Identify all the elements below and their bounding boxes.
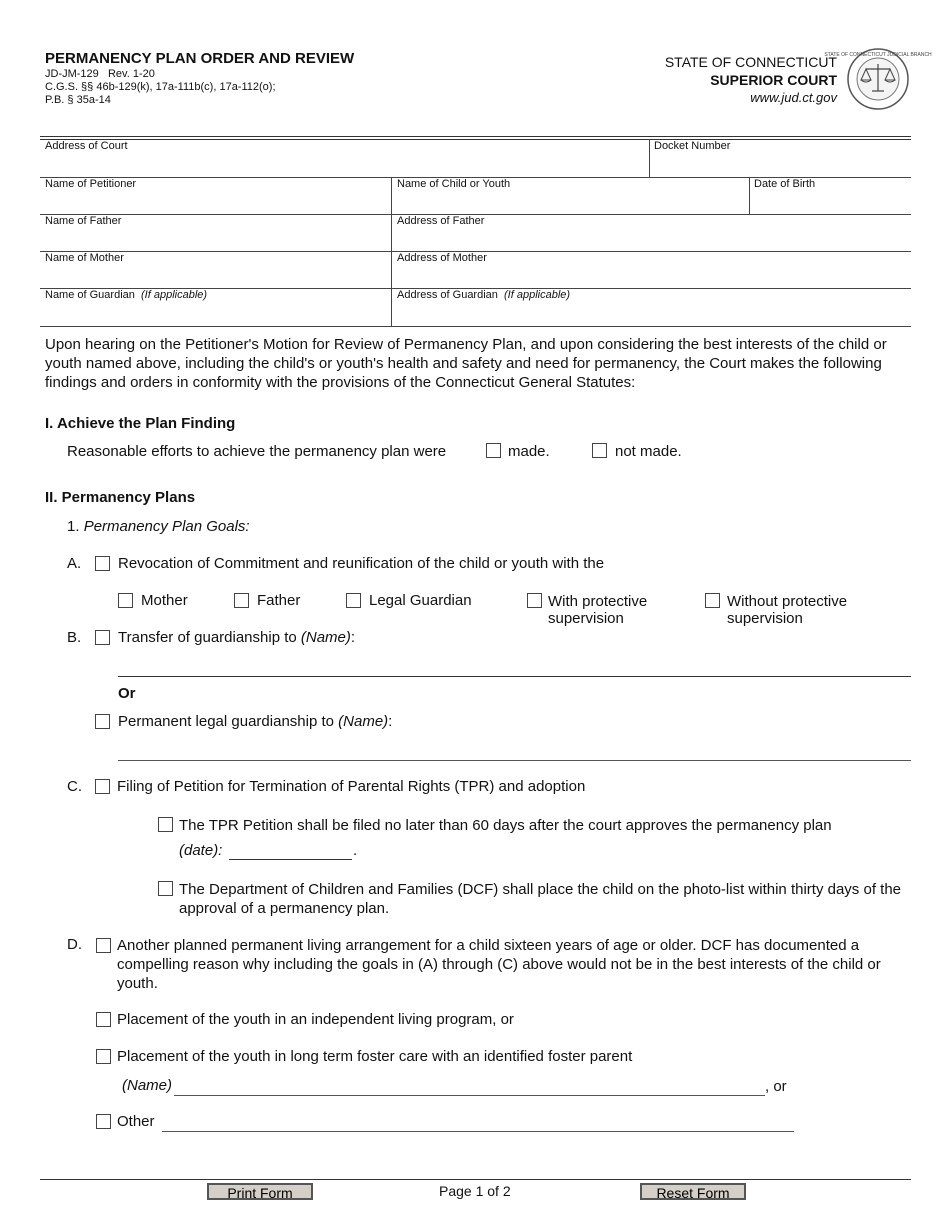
form-id-line	[45, 68, 155, 81]
tpr-petition-text: The TPR Petition shall be filed no later than 60 days after the court approves the permanency plan	[179, 817, 832, 834]
transfer-guardianship-name-input[interactable]	[118, 656, 902, 676]
father-address-label: Address of Father	[397, 215, 485, 227]
practice-book: P.B. § 35a-14	[45, 94, 111, 106]
form-id: JD-JM-129	[45, 68, 99, 80]
tpr-date-label: (date):	[179, 842, 223, 859]
tpr-petition-checkbox[interactable]	[158, 817, 173, 832]
made-label: made.	[508, 443, 550, 460]
guardian-name-if-applicable: (If applicable)	[141, 289, 208, 301]
option-a-letter: A.	[67, 555, 82, 572]
court-name: SUPERIOR COURT	[710, 72, 837, 88]
option-c-letter: C.	[67, 778, 82, 795]
mother-name-label: Name of Mother	[45, 252, 124, 264]
option-a-checkbox[interactable]	[95, 556, 110, 571]
father-name-input[interactable]	[45, 230, 389, 250]
state-name: STATE OF CONNECTICUT	[664, 54, 837, 70]
guardian-name-label	[45, 289, 207, 301]
option-d-text: Another planned permanent living arrangement for a child sixteen years of age or older. DCF has documented a compelling reason why including the goals in (A) through (C) above would not be in the best interests of the child or youth.	[117, 937, 881, 992]
foster-parent-or-suffix: , or	[765, 1078, 787, 1095]
mother-name-input[interactable]	[45, 267, 389, 287]
goals-heading	[67, 517, 250, 536]
judicial-seal-icon	[824, 47, 932, 111]
option-d-checkbox[interactable]	[96, 938, 111, 953]
goals-number: 1.	[67, 518, 80, 535]
father-label: Father	[257, 592, 301, 609]
statutes: C.G.S. §§ 46b-129(k), 17a-111b(c), 17a-112(o);	[45, 81, 276, 93]
section-2-heading: II. Permanency Plans	[45, 489, 196, 506]
website: www.jud.ct.gov	[750, 90, 837, 105]
dcf-photolist-text: The Department of Children and Families (DCF) shall place the child on the photo-list within thirty days of the approval of a permanency plan.	[179, 881, 901, 917]
guardian-address-if-applicable: (If applicable)	[504, 289, 571, 301]
permanent-guardianship-name-input[interactable]	[118, 740, 902, 760]
foster-care-text: Placement of the youth in long term foster care with an identified foster parent	[117, 1048, 633, 1065]
guardian-address-input[interactable]	[397, 304, 906, 324]
form-title: PERMANENCY PLAN ORDER AND REVIEW	[45, 50, 355, 67]
dob-label: Date of Birth	[754, 178, 816, 190]
made-checkbox[interactable]	[486, 443, 501, 458]
foster-care-checkbox[interactable]	[96, 1049, 111, 1064]
with-protective-line-2: supervision	[548, 610, 624, 627]
option-b-name-hint: (Name)	[300, 629, 351, 646]
child-name-label: Name of Child or Youth	[397, 178, 511, 190]
legal-guardian-checkbox[interactable]	[346, 593, 361, 608]
other-checkbox[interactable]	[96, 1114, 111, 1129]
father-checkbox[interactable]	[234, 593, 249, 608]
without-protective-label	[727, 593, 847, 627]
option-a-text: Revocation of Commitment and reunification of the child or youth with the	[118, 555, 605, 572]
seal-lettering: STATE OF CONNECTICUT JUDICIAL BRANCH	[824, 52, 932, 58]
guardian-name-text: Name of Guardian	[45, 289, 135, 301]
without-protective-line-2: supervision	[727, 610, 803, 627]
other-input[interactable]	[163, 1110, 795, 1130]
dob-input[interactable]	[754, 193, 908, 213]
option-b-letter: B.	[67, 629, 82, 646]
intro-paragraph: Upon hearing on the Petitioner's Motion for Review of Permanency Plan, and upon considering the best interests of the child or youth named above, including the child's or youth's health and safety and need for permanency, the Court makes the following findings and orders in conformity with the provisions of the Connecticut General Statutes:	[45, 336, 887, 391]
guardian-address-text: Address of Guardian	[397, 289, 498, 301]
form-rev: Rev. 1-20	[107, 68, 155, 80]
reasonable-efforts-text: Reasonable efforts to achieve the permanency plan were	[67, 443, 447, 460]
goals-text: Permanency Plan Goals:	[83, 518, 250, 535]
with-protective-label	[548, 593, 647, 627]
not-made-checkbox[interactable]	[592, 443, 607, 458]
dcf-photolist-checkbox[interactable]	[158, 881, 173, 896]
permanent-guardianship-text-main: Permanent legal guardianship to	[118, 713, 334, 730]
docket-number-label: Docket Number	[654, 140, 731, 152]
address-of-court-label: Address of Court	[45, 140, 128, 152]
option-b-checkbox[interactable]	[95, 630, 110, 645]
without-protective-line-1: Without protective	[727, 593, 848, 610]
mother-label: Mother	[141, 592, 188, 609]
section-1-heading: I. Achieve the Plan Finding	[45, 415, 236, 432]
legal-guardian-label: Legal Guardian	[369, 592, 472, 609]
without-protective-checkbox[interactable]	[705, 593, 720, 608]
mother-address-input[interactable]	[397, 267, 906, 287]
with-protective-checkbox[interactable]	[527, 593, 542, 608]
guardian-address-label	[397, 289, 570, 301]
option-c-checkbox[interactable]	[95, 779, 110, 794]
court-header	[665, 53, 837, 107]
docket-number-input[interactable]	[654, 155, 908, 175]
page-number: Page 1 of 2	[439, 1183, 511, 1199]
option-b-text-main: Transfer of guardianship to	[118, 629, 297, 646]
reset-form-button[interactable]: Reset Form	[640, 1183, 746, 1200]
mother-address-label: Address of Mother	[397, 252, 487, 264]
petitioner-label: Name of Petitioner	[45, 178, 137, 190]
tpr-date-period: .	[353, 842, 358, 859]
independent-living-checkbox[interactable]	[96, 1012, 111, 1027]
father-address-input[interactable]	[397, 230, 906, 250]
permanent-guardianship-checkbox[interactable]	[95, 714, 110, 729]
option-c-text: Filing of Petition for Termination of Parental Rights (TPR) and adoption	[117, 778, 586, 795]
petitioner-input[interactable]	[45, 193, 389, 213]
foster-parent-name-input[interactable]	[175, 1074, 767, 1094]
mother-checkbox[interactable]	[118, 593, 133, 608]
not-made-label: not made.	[615, 443, 682, 460]
independent-living-text: Placement of the youth in an independent living program, or	[117, 1011, 514, 1028]
foster-parent-name-label: (Name)	[122, 1077, 173, 1094]
father-name-label: Name of Father	[45, 215, 122, 227]
print-form-button[interactable]: Print Form	[207, 1183, 313, 1200]
guardian-name-input[interactable]	[45, 304, 389, 324]
tpr-date-input[interactable]	[230, 840, 354, 860]
address-of-court-input[interactable]	[45, 155, 644, 175]
with-protective-line-1: With protective	[548, 593, 648, 610]
permanent-guardianship-name-hint: (Name)	[338, 713, 389, 730]
option-d-letter: D.	[67, 936, 82, 953]
child-name-input[interactable]	[397, 193, 746, 213]
other-label: Other	[117, 1113, 155, 1130]
option-b-text: Transfer of guardianship to (Name):	[118, 629, 356, 646]
or-label: Or	[118, 685, 136, 702]
permanent-guardianship-text: Permanent legal guardianship to (Name):	[118, 713, 393, 730]
